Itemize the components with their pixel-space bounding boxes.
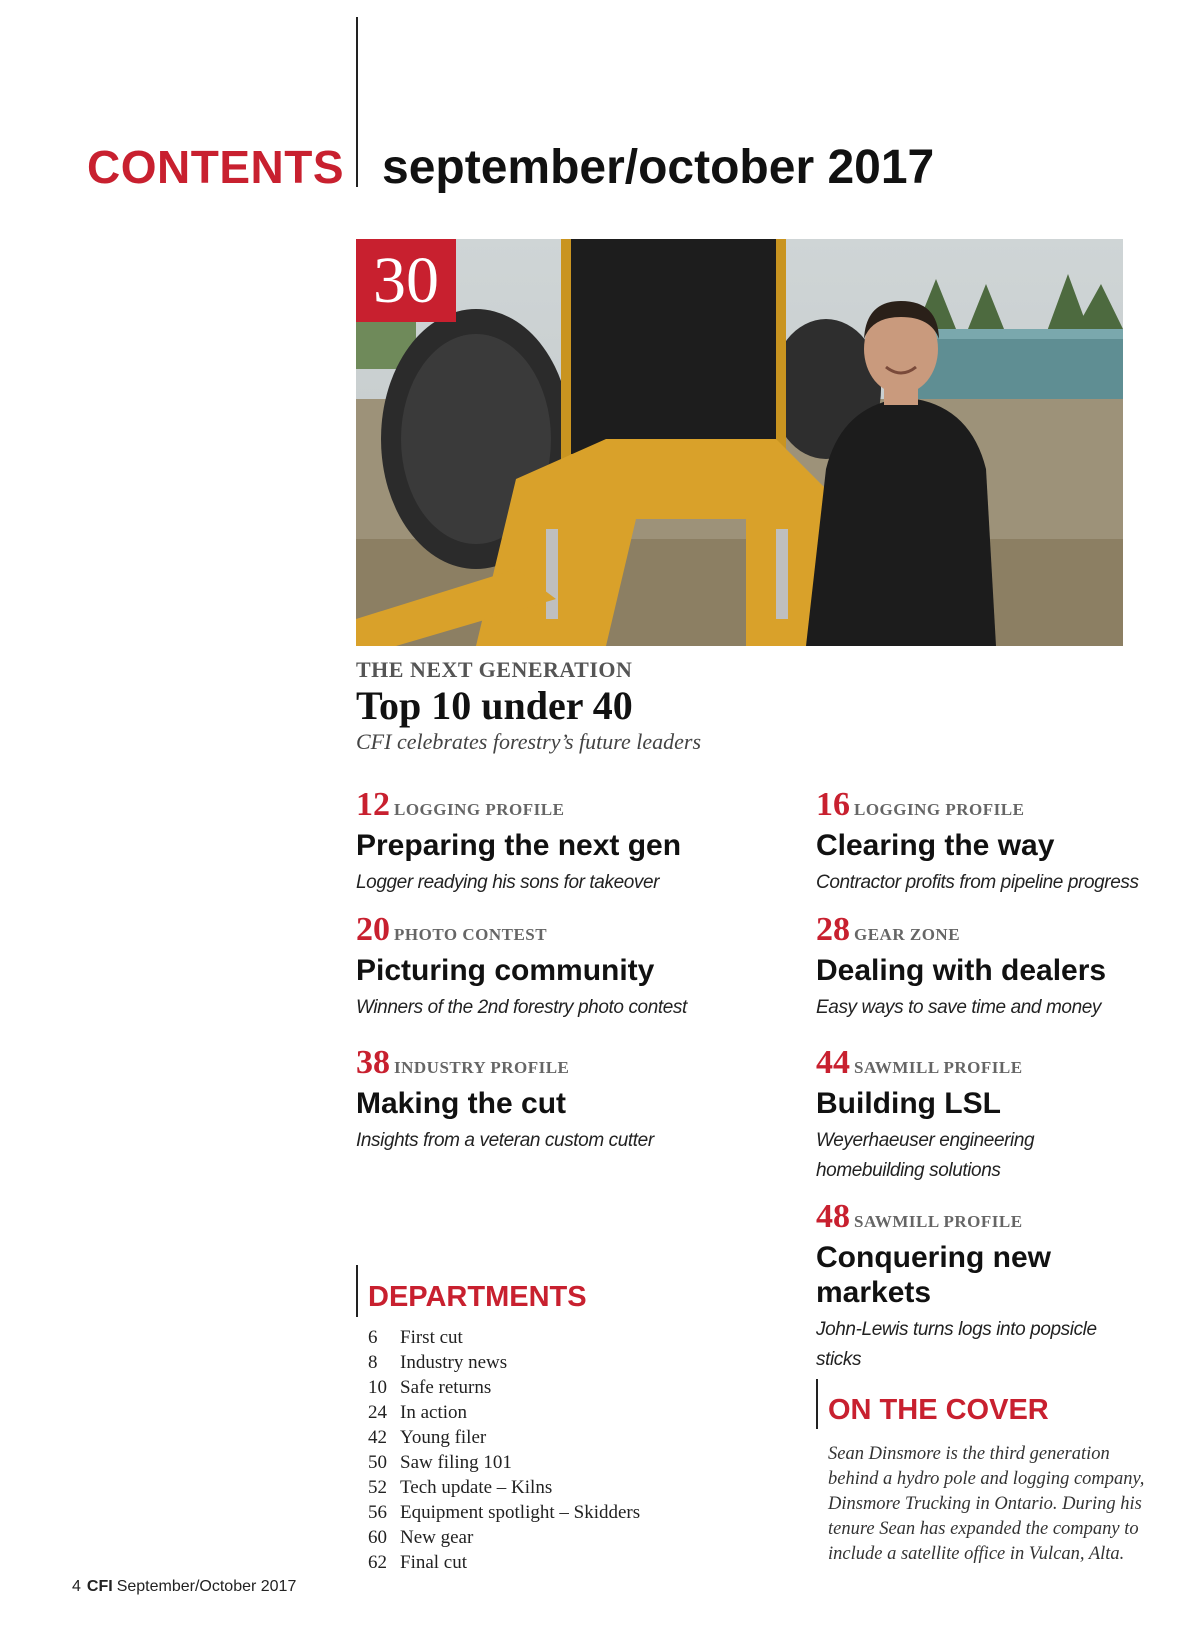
story-subtitle: Contractor profits from pipeline progress: [816, 872, 1139, 894]
story-page-number: 38: [356, 1044, 390, 1081]
department-label: In action: [400, 1402, 468, 1423]
department-item[interactable]: [368, 1325, 640, 1350]
department-label: Tech update – Kilns: [400, 1477, 553, 1498]
department-page: 6: [368, 1327, 378, 1348]
page-footer: [72, 1578, 296, 1596]
issue-date: september/october 2017: [382, 141, 935, 194]
story-subtitle: Logger readying his sons for takeover: [356, 872, 660, 894]
department-item[interactable]: [368, 1375, 640, 1400]
story-category: LOGGING PROFILE: [854, 800, 1025, 819]
story-page-number: 20: [356, 911, 390, 948]
department-label: Saw filing 101: [400, 1452, 512, 1473]
department-item[interactable]: [368, 1425, 640, 1450]
story-title[interactable]: Dealing with dealers: [816, 954, 1107, 987]
feature-page-number[interactable]: 30: [356, 239, 456, 322]
story-title[interactable]: Clearing the way: [816, 829, 1055, 862]
department-label: Industry news: [400, 1352, 508, 1373]
story-subtitle: Insights from a veteran custom cutter: [356, 1130, 654, 1152]
departments-divider: [356, 1265, 358, 1317]
department-item[interactable]: [368, 1450, 640, 1475]
story-category: SAWMILL PROFILE: [854, 1058, 1023, 1077]
story-page-number: 28: [816, 911, 850, 948]
story-entry[interactable]: [356, 786, 716, 898]
story-page-number: 44: [816, 1044, 850, 1081]
department-item[interactable]: [368, 1400, 640, 1425]
department-page: 56: [368, 1502, 387, 1523]
story-subtitle: John-Lewis turns logs into popsicle sticks: [816, 1319, 1097, 1370]
department-item[interactable]: [368, 1550, 640, 1575]
footer-page-number: 4: [72, 1578, 81, 1595]
departments-title: DEPARTMENTS: [368, 1281, 587, 1313]
department-page: 42: [368, 1427, 387, 1448]
department-page: 24: [368, 1402, 387, 1423]
department-item[interactable]: [368, 1525, 640, 1550]
story-entry[interactable]: [356, 911, 716, 1023]
feature-kicker: THE NEXT GENERATION: [356, 657, 633, 682]
cover-divider: [816, 1379, 818, 1429]
department-page: 60: [368, 1527, 387, 1548]
story-entry[interactable]: [816, 1044, 1136, 1185]
feature-photo[interactable]: [356, 239, 1123, 646]
story-title[interactable]: Preparing the next gen: [356, 829, 682, 862]
department-label: Final cut: [400, 1552, 468, 1573]
story-category: INDUSTRY PROFILE: [394, 1058, 570, 1077]
departments-list: [368, 1325, 640, 1575]
department-item[interactable]: [368, 1475, 640, 1500]
feature-subtitle: CFI celebrates forestry’s future leaders: [356, 729, 702, 754]
story-entry[interactable]: [816, 1198, 1136, 1374]
story-entry[interactable]: [816, 786, 1176, 898]
department-item[interactable]: [368, 1500, 640, 1525]
story-subtitle: Weyerhaeuser engineering homebuilding solutions: [816, 1130, 1035, 1181]
header-divider: [356, 17, 358, 187]
department-page: 50: [368, 1452, 387, 1473]
department-item[interactable]: [368, 1350, 640, 1375]
section-title: CONTENTS: [87, 141, 344, 193]
cover-description: Sean Dinsmore is the third generation behind a hydro pole and logging company, Dinsmore Trucking in Ontario. During his tenure Sean has expanded the company to include a satellite office in Vulcan, Alta.: [828, 1444, 1145, 1564]
story-entry[interactable]: [356, 1044, 716, 1156]
feature-title[interactable]: Top 10 under 40: [356, 683, 633, 728]
department-page: 62: [368, 1552, 387, 1573]
department-label: First cut: [400, 1327, 463, 1348]
story-subtitle: Easy ways to save time and money: [816, 997, 1102, 1019]
story-title[interactable]: Picturing community: [356, 954, 655, 987]
story-title[interactable]: Building LSL: [816, 1087, 1001, 1120]
footer-issue: September/October 2017: [116, 1578, 297, 1595]
department-label: Safe returns: [400, 1377, 492, 1398]
story-category: LOGGING PROFILE: [394, 800, 565, 819]
department-label: New gear: [400, 1527, 474, 1548]
story-category: PHOTO CONTEST: [394, 925, 548, 944]
department-page: 8: [368, 1352, 378, 1373]
department-page: 52: [368, 1477, 387, 1498]
story-page-number: 16: [816, 786, 850, 823]
story-category: GEAR ZONE: [854, 925, 961, 944]
department-label: Equipment spotlight – Skidders: [400, 1502, 641, 1523]
story-entry[interactable]: [816, 911, 1176, 1023]
department-label: Young filer: [400, 1427, 487, 1448]
story-subtitle: Winners of the 2nd forestry photo contest: [356, 997, 687, 1019]
story-category: SAWMILL PROFILE: [854, 1212, 1023, 1231]
story-title[interactable]: Making the cut: [356, 1087, 567, 1120]
story-page-number: 48: [816, 1198, 850, 1235]
cover-title: ON THE COVER: [828, 1394, 1049, 1426]
story-title[interactable]: Conquering new markets: [816, 1241, 1051, 1310]
department-page: 10: [368, 1377, 387, 1398]
story-page-number: 12: [356, 786, 390, 823]
footer-publication: CFI: [86, 1578, 113, 1595]
